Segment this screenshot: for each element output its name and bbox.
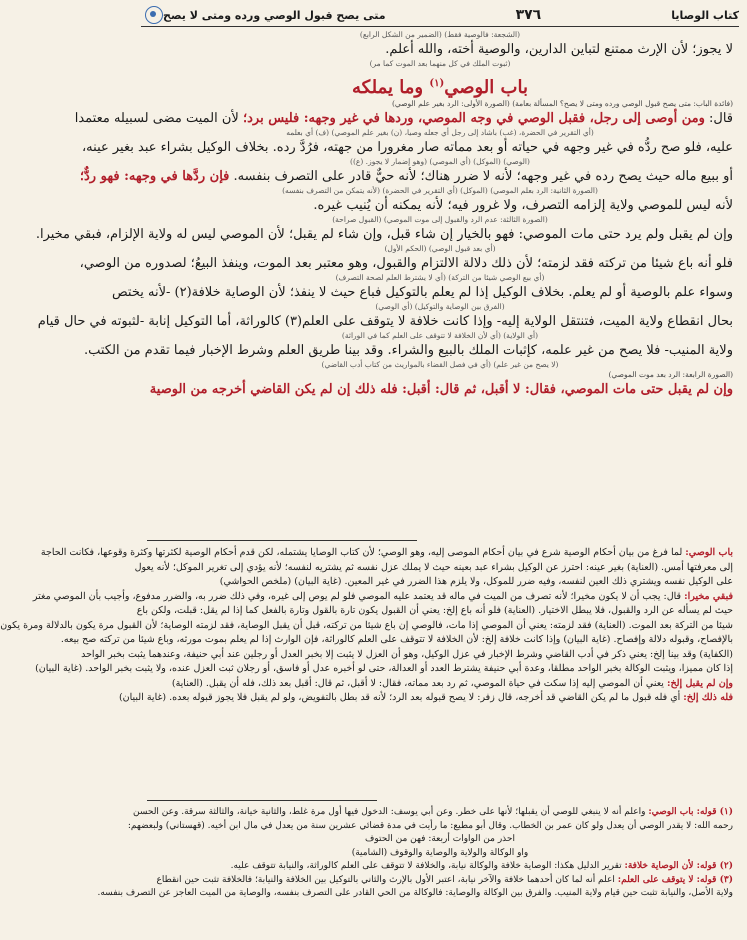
text-span: قال: xyxy=(704,111,733,126)
text-span: فلو أنه باع شيئا من تركته فقد لزمته؛ لأن ذلك دلالة الالتزام والقبول، وهو معتبر بعد الموت، وينفذ البيعُ؛ لصدوره من الوصي، xyxy=(79,256,733,271)
text-line xyxy=(83,341,733,360)
commentary-line xyxy=(118,691,733,706)
text-line xyxy=(81,138,733,157)
text-span: لأن الميت مضى لسبيله معتمدا xyxy=(74,111,243,126)
text-span: (٢) -لأنه يختص xyxy=(111,285,192,300)
gloss: (لا يصح من غير علم) (أي في فصل القضاء بالمواريث من كتاب أدب القاضي) xyxy=(321,360,559,369)
text-span: وإن لم يقبل ولم يرد حتى مات الموصي: فهو بالخيار إن شاء قبل، وإن شاء لم يقبل؛ لأن الموصي ليس له ولاية الإلزام، فبقي مخيرا. xyxy=(35,227,733,242)
commentary-text: لما فرغ من بيان أحكام الوصية شرع في بيان أحكام الموصى إليه، وهو الوصي؛ لأن كتاب الوصايا يشتمله، لكن قدم أحكام الوصية لكثرتها وكثرة وقوعها، فكانت الحاجة xyxy=(40,547,686,558)
gloss: (أي بعد قبول الوصي) (الحكم الأول) xyxy=(384,244,496,253)
running-title: متى يصح قبول الوصي ورده ومتى لا يصح xyxy=(163,8,386,22)
text-span: (٣) كالوراثة، أما التوكيل إنابة -لثبوته في حال قيام xyxy=(37,314,303,329)
text-line xyxy=(147,196,733,215)
main-paragraph xyxy=(35,109,733,370)
scenario-label: (فائدة الباب: متى يصح قبول الوصي ورده ومتى لا يصح؟ المسألة بعامة) (الصورة الأولى: الرد بغير علم الوصي) xyxy=(391,99,733,108)
commentary-keyword: وإن لم يقبل إلخ: xyxy=(666,677,733,689)
page-number: ٣٧٦ xyxy=(515,7,542,23)
running-title-group xyxy=(141,6,386,24)
footnote-line xyxy=(147,874,733,888)
matn-highlight: فإن ردَّها في وجهه: فهو ردٌّ؛ xyxy=(79,169,230,184)
commentary-line xyxy=(40,546,733,561)
pre-title-lines xyxy=(147,40,733,69)
footnote-verse: احذر من الواوات أربعة: فهن من الحتوف xyxy=(365,834,515,844)
gloss: (أي بيع الوصي شيئا من التركة) (أي لا يشترط العلم لصحة التصرف) xyxy=(335,273,545,282)
chapter-footnote-mark: (١) xyxy=(429,78,445,89)
text-line xyxy=(35,225,733,244)
text-line xyxy=(79,254,733,273)
text-line xyxy=(79,167,733,186)
text-span: ولاية المنيب- فلا يصح من غير علمه، كإثبات الملك بالبيع والشراء. وقد بينا طريق العلم وشرط الإخبار فيما تقدم من الكتب. xyxy=(83,343,733,358)
commentary-line xyxy=(81,648,733,663)
footnote-text: اعلم أنه لما كان أحدهما خلافة والآخر نيابة، اعتبر الأول بالإرث والثاني بالتوكيل بين الخلافة والنيابة؛ فالخلافة تثبت حين انقطاع xyxy=(156,874,618,885)
text-line xyxy=(111,283,733,302)
footnote-text: واعلم أنه لا ينبغي للوصي أن يقبلها؛ لأنها على خطر. وعن أبي يوسف: الدخول فيها أول مرة غلط، والثانية خيانة، والثالثة سرقة. وعن الحسن xyxy=(133,807,649,817)
text-line xyxy=(37,312,733,331)
commentary-keyword: باب الوصي: xyxy=(685,547,733,558)
matn-highlight: ومن أوصى إلى رجل، فقبل الوصي في وجه الموصي، وردها في غير وجهه: فليس برد؛ xyxy=(242,111,705,126)
divider-line-footnotes xyxy=(147,800,377,801)
chapter-title xyxy=(147,69,733,99)
chapter-title-rest: وما يملكه xyxy=(352,77,424,98)
commentary-text: يعني أن الموصي إليه إذا سكت في حياة الموصي، ثم رد بعد مماته، فقال: لا أقبل، ثم قال: أقبل بعد ذلك، فله أن يقبل. (العناية) xyxy=(171,677,667,689)
commentary-keyword: فله ذلك إلخ: xyxy=(683,692,733,703)
footnote-keyword: (٣) قوله: لا يتوقف على العلم: xyxy=(617,874,733,885)
commentary-text: شيئا من التركة بعد الموت. (العناية) فقد لزمته: يعني أن الموصي إذا مات، فالوصي إن باع شيئا من تركته، قبل أن يقبل الوصاية، فقد لزمته الوصاية؛ لأن القبول مرة يكون بالدلالة ومرة يكون xyxy=(0,619,733,631)
footnote-text: رحمه الله: لا يقدر الوصي أن يعدل ولو كان عمر بن الخطاب. وقال أبو مطيع: ما رأيت في مدة قضائي عشرين سنة من يعدل في مال ابن أخيه. (قهستاني) ولبعضهم: xyxy=(127,820,733,831)
commentary-line xyxy=(60,633,733,648)
gloss: (الوصي) (الموكل) (أي الموصي) (وهو إضمار لا يجوز. (ع)) xyxy=(350,157,530,166)
page-header xyxy=(141,4,739,27)
commentary-line xyxy=(32,590,733,605)
footnote-verse: واو الوكالة والولاية والوصاية والوقوف (الشامية) xyxy=(351,847,529,858)
commentary-line xyxy=(35,662,733,677)
commentary-text: قال: يجب أن لا يكون مخيرا؛ لأنه تصرف من الميت في ماله قد يعتمد عليه الموصي فلو لم يوص إلى غيره، وفي ذلك ضرر به، والضرر مدفوع، وأجيب بأن الموصي مغتر xyxy=(32,590,685,602)
gloss: (أي الولاية) (أي لأن الخلافة لا تتوقف على العلم كما في الوراثة) xyxy=(341,331,539,340)
commentary-keyword: فبقي مخيرا: xyxy=(684,590,733,602)
commentary-section xyxy=(0,546,733,796)
scenario-label-4: (الصورة الرابعة: الرد بعد موت الموصي) xyxy=(608,370,733,379)
book-title: كتاب الوصايا xyxy=(671,8,739,22)
footnote-text: تقرير الدليل هكذا: الوصاية خلافة والوكالة نيابة، والخلافة لا تتوقف على العلم كالوراثة، والنيابة تتوقف عليه. xyxy=(230,861,625,871)
commentary-line xyxy=(147,575,733,590)
gloss: (الشجعة: فالوصية فقط) (الضمير من الشكل الرابع) xyxy=(359,30,521,39)
footnote-line xyxy=(133,806,733,820)
footnote-keyword: (٢) قوله: لأن الوصاية خلافة: xyxy=(624,861,733,871)
gloss: (الصورة الثالثة: عدم الرد والقبول إلى موت الموصي) (القبول صراحة) xyxy=(332,215,548,224)
gloss: (ثبوت الملك في كل منهما بعد الموت كما مر) xyxy=(369,59,511,68)
publisher-logo-icon xyxy=(145,6,163,24)
commentary-text: أي فله قبول ما لم يكن القاضي قد أخرجه، قال زفر: لا يصح قبوله بعد الرد؛ لأنه قد بطل بالتفويض، ولو لم يقبل فلا يجوز قبوله بعده. (غاية البيان) xyxy=(118,692,684,703)
text-span: وسواء علم بالوصية أو لم يعلم. بخلاف الوكيل إذا لم يعلم بالتوكيل فباع حيث لا ينفذ؛ لأن الوصاية خلافة xyxy=(191,285,733,300)
commentary-text: إلى معرفتها أمس. (العناية) بغير عينه: احترز عن الوكيل بشراء عبد بعينه حيث لا يملك عزل نفسه ثم يشتريه لنفسه؛ لأنه يؤدي إلى تغرير الموكل؛ لأنه يعول xyxy=(134,561,733,573)
commentary-text: على الوكيل نفسه ويشتري ذلك العين لنفسه، وفيه ضرر للموكل، ولا يلزم هذا الضرر في غير المعين. (غاية البيان) (ملخص الحواشي) xyxy=(219,576,733,587)
footnote-line xyxy=(127,820,733,834)
commentary-line xyxy=(136,604,733,619)
footnote-keyword: (١) قوله: باب الوصي: xyxy=(648,807,733,817)
gloss: (الفرق بين الوصاية والتوكيل) (أي الوصي) xyxy=(375,302,505,311)
text-span: لا يجوز؛ لأن الإرث ممتنع لتباين الدارين، والوصية أخته، والله أعلم. xyxy=(385,42,733,57)
text-line xyxy=(147,40,733,59)
commentary-text: بالإفصاح، وقبوله دلالة وإفصاح. (غاية البيان) وإذا كانت خلافة إلخ: لأن الخلافة لا تتوقف على العلم كالوراثة، فإن الوارث إذا لم يعلم بموت مورثه، وباع شيئا من تركته صح بيعه. xyxy=(60,634,733,645)
text-span: أو ببيع ماله حيث يصح رده في غير وجهه؛ لأنه لا ضرر هناك؛ لأنه حيٌّ قادر على التصرف بنفسه. xyxy=(229,169,733,184)
text-span: عليه، فلو صح ردُّه في غير وجهه في حياته أو بعد مماته صار مغرورا من جهته، فرُدَّ رده. بخلاف الوكيل بشراء عبد بغير عينه، xyxy=(81,140,733,155)
gloss: (الصورة الثانية: الرد بعلم الموصي) (الموكل) (أي التقرير في الحضرة) (لأنه يتمكن من التصرف بنفسه) xyxy=(282,186,598,195)
commentary-text: إذا كان مميزا، ويثبت الوكالة بخبر الواحد مطلقا، وعدة أبي حنيفة يشترط العدد أو العدالة، حتى لو أخبره عدل أو فاسق، أو رجلان ثبت العزل عنده، ولا يثبت بخبر الواحد. (غاية البيان) xyxy=(35,663,733,674)
text-span: لأنه ليس للموصي ولاية إلزامه التصرف، ولا غرور فيه؛ لأنه يمكنه أن يُنيب غيره. xyxy=(313,198,733,213)
footnote-text: ولاية الأصل، والنيابة تثبت حين قيام ولاية المنيب. والفرق بين الوكالة والوصاية: فالوكالة من الحي القادر على التصرف بنفسه، والوصاية من الميت العاجز عن التصرف بنفسه. xyxy=(97,888,733,898)
chapter-title-text: باب الوصي xyxy=(444,77,528,98)
commentary-line xyxy=(147,677,733,692)
commentary-line xyxy=(0,619,733,634)
text-span: بحال انقطاع ولاية الميت، فتنتقل الولاية إليه- وإذا كانت خلافة لا يتوقف على العلم xyxy=(302,314,733,329)
commentary-line xyxy=(134,561,733,576)
commentary-text: حيث لم يسأله عن الرد والقبول، فلا يبطل الاختيار. (العناية) فلو أنه باع إلخ: يعني أن القبول يكون تارة بالقول وتارة بالفعل كما إذا لم يقل: قبلت، ولكن باع xyxy=(136,605,733,616)
divider-line xyxy=(147,540,417,541)
gloss: (أي التقرير في الحضرة، (غب) باشاد إلى رجل أي جعله وصيا، (ن) بغير علم الموصي) (ف) أي بعلمه xyxy=(286,128,594,137)
closing-line: وإن لم يقبل حتى مات الموصي، فقال: لا أقبل، ثم قال: أقبل: فله ذلك إن لم يكن القاضي أخرجه من الوصية xyxy=(149,382,733,397)
text-line xyxy=(74,109,733,128)
commentary-text: (الكفاية) وقد بينا إلخ: يعني ذكر في أدب القاضي وشرط الإخبار في عزل الوكيل، وهو أن العزل لا يثبت إلا بخبر العدل أو رجلين عند أبي حنيفة، وعندهما يثبت بخبر الواحد xyxy=(81,648,733,660)
footnotes-section xyxy=(97,806,733,936)
footnote-line xyxy=(97,887,733,901)
main-text xyxy=(35,30,733,530)
footnote-line xyxy=(147,860,733,874)
